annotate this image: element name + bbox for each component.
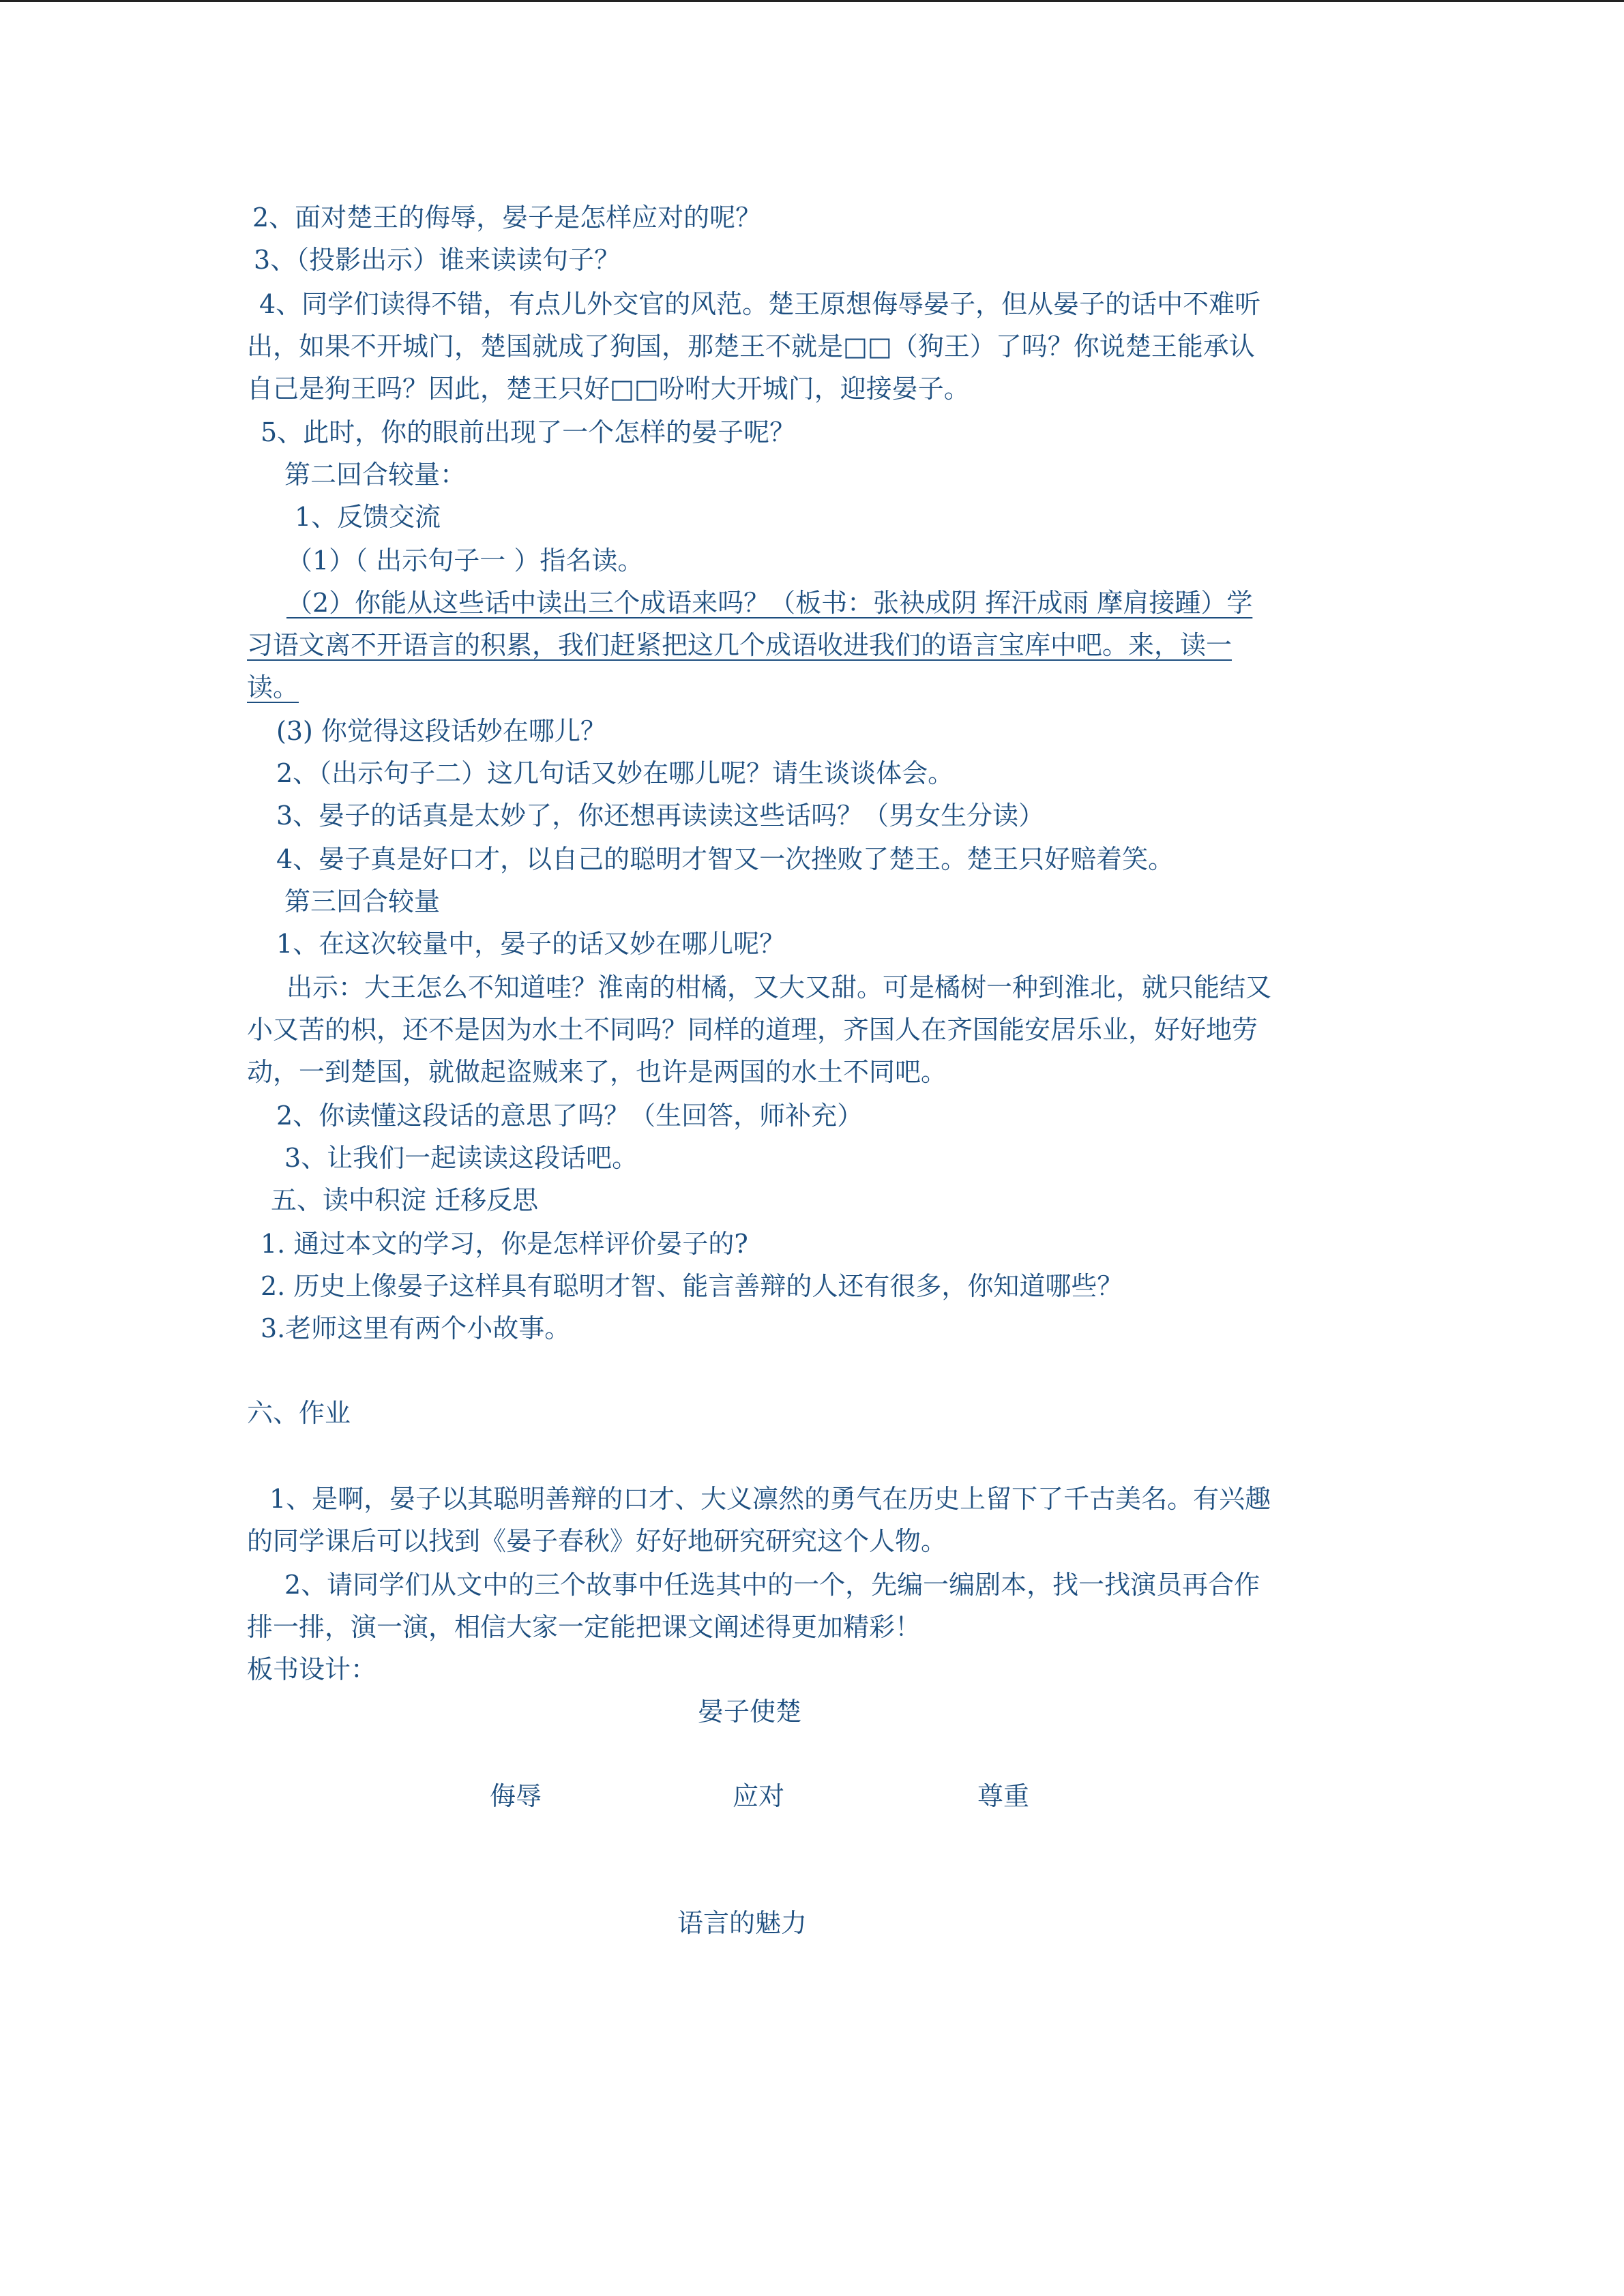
text-line: 3、晏子的话真是太妙了，你还想再读读这些话吗？（男女生分读） xyxy=(276,801,1045,831)
text-line: 2、你读懂这段话的意思了吗？（生回答，师补充） xyxy=(276,1101,863,1131)
board-item: 应对 xyxy=(733,1781,785,1811)
text-line: （1）（ 出示句子一 ）指名读。 xyxy=(286,546,644,576)
text-line: 2. 历史上像晏子这样具有聪明才智、能言善辩的人还有很多，你知道哪些？ xyxy=(261,1271,1123,1301)
underlined-line: 读。 xyxy=(247,672,299,702)
text-line: 1. 通过本文的学习，你是怎样评价晏子的? xyxy=(261,1229,748,1259)
text-line: 2、面对楚王的侮辱，晏子是怎样应对的呢？ xyxy=(252,203,762,233)
text-line: 3.老师这里有两个小故事。 xyxy=(261,1313,571,1343)
text-line: 3、（投影出示）谁来读读句子？ xyxy=(254,245,621,275)
board-title: 晏子使楚 xyxy=(698,1697,802,1727)
text-line: 5、此时，你的眼前出现了一个怎样的晏子呢？ xyxy=(261,417,796,447)
text-line: 板书设计： xyxy=(247,1654,377,1684)
section-heading: 第二回合较量： xyxy=(284,460,467,490)
text-line: (3) 你觉得这段话妙在哪儿？ xyxy=(276,716,606,746)
text-line: 1、是啊，晏子以其聪明善辩的口才、大义凛然的勇气在历史上留下了千古美名。有兴趣 xyxy=(269,1484,1271,1514)
text-line: 1、在这次较量中，晏子的话又妙在哪儿呢？ xyxy=(276,929,786,959)
section-heading: 六、作业 xyxy=(247,1398,351,1428)
board-summary: 语言的魅力 xyxy=(677,1908,808,1938)
quote-line: 动，一到楚国，就做起盗贼来了，也许是两国的水土不同吧。 xyxy=(247,1057,947,1087)
board-item: 尊重 xyxy=(977,1781,1030,1811)
board-item: 侮辱 xyxy=(490,1781,542,1811)
section-heading: 第三回合较量 xyxy=(284,886,441,916)
section-heading: 五、读中积淀 迁移反思 xyxy=(271,1185,539,1215)
text-line: 2、（出示句子二）这几句话又妙在哪儿呢？请生谈谈体会。 xyxy=(276,758,954,788)
text-line: 出，如果不开城门，楚国就成了狗国，那楚王不就是□□（狗王）了吗？你说楚王能承认 xyxy=(247,331,1255,361)
underlined-line: 习语文离不开语言的积累，我们赶紧把这几个成语收进我们的语言宝库中吧。来，读一 xyxy=(247,630,1232,660)
text-line: 排一排，演一演，相信大家一定能把课文阐述得更加精彩！ xyxy=(247,1612,921,1642)
text-line: 3、让我们一起读读这段话吧。 xyxy=(284,1143,638,1173)
text-line: 2、请同学们从文中的三个故事中任选其中的一个，先编一编剧本，找一找演员再合作 xyxy=(284,1570,1260,1600)
text-line: 自己是狗王吗？因此，楚王只好□□吩咐大开城门，迎接晏子。 xyxy=(247,374,970,404)
text-line: 4、同学们读得不错，有点儿外交官的风范。楚王原想侮辱晏子，但从晏子的话中不难听 xyxy=(259,289,1261,319)
quote-line: 小又苦的枳，还不是因为水土不同吗？同样的道理，齐国人在齐国能安居乐业，好好地劳 xyxy=(247,1015,1258,1045)
quote-line: 出示：大王怎么不知道哇？淮南的柑橘，又大又甜。可是橘树一种到淮北，就只能结又 xyxy=(286,972,1272,1002)
text-line: 的同学课后可以找到《晏子春秋》好好地研究研究这个人物。 xyxy=(247,1526,947,1556)
text-line: 4、晏子真是好口才，以自己的聪明才智又一次挫败了楚王。楚王只好赔着笑。 xyxy=(276,844,1175,874)
text-line: 1、反馈交流 xyxy=(295,502,441,532)
underlined-line: （2）你能从这些话中读出三个成语来吗？（板书：张袂成阴 挥汗成雨 摩肩接踵）学 xyxy=(286,588,1253,618)
